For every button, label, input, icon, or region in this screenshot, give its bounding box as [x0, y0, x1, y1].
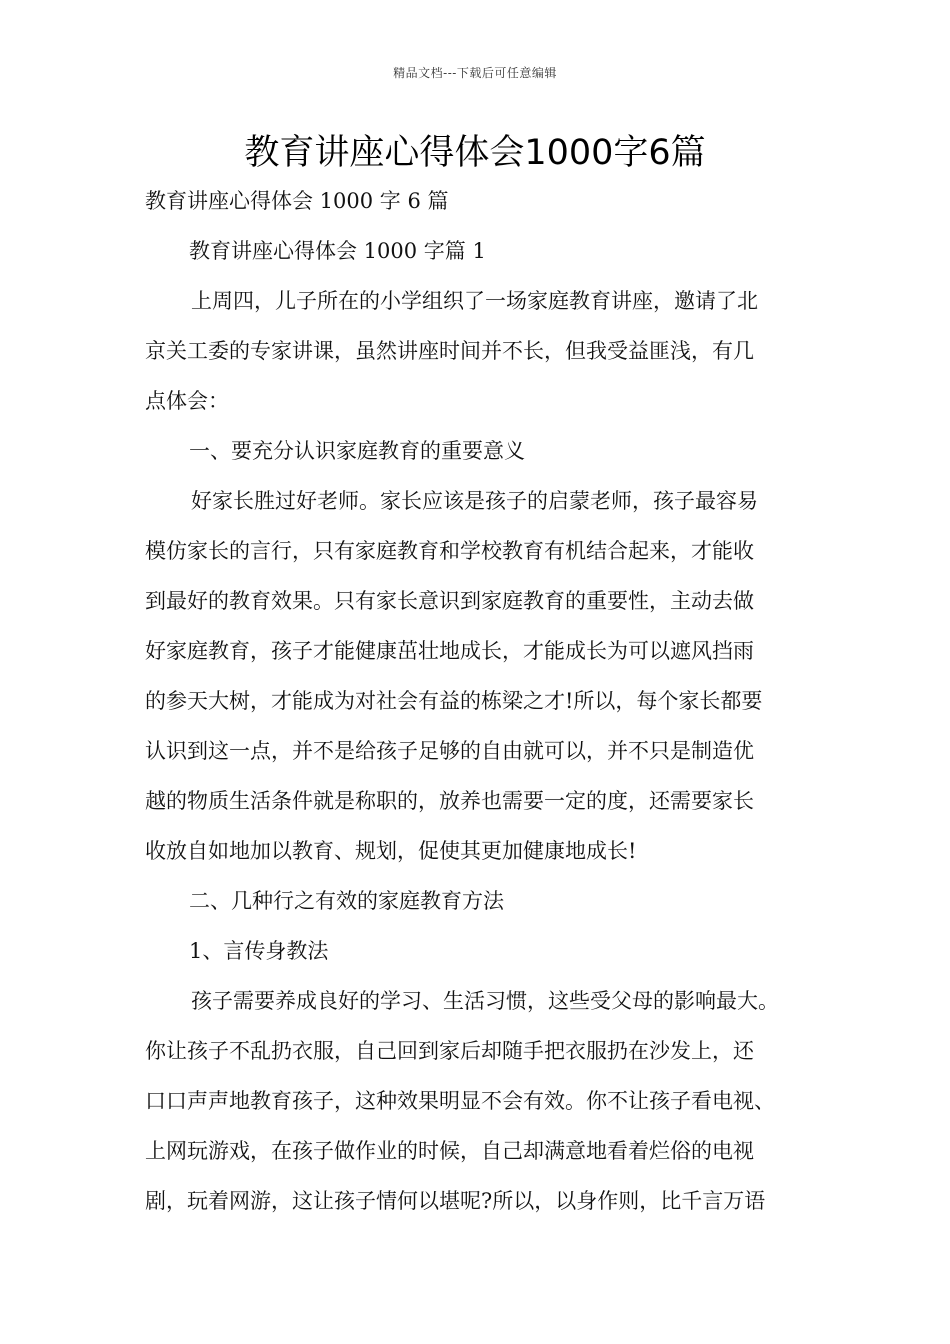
section-heading: 一、要充分认识家庭教育的重要意义	[189, 439, 525, 463]
paragraph-line: 好家庭教育，孩子才能健康茁壮地成长，才能成长为可以遮风挡雨	[145, 639, 754, 663]
paragraph-line: 模仿家长的言行，只有家庭教育和学校教育有机结合起来，才能收	[145, 539, 754, 563]
paragraph-line: 剧，玩着网游，这让孩子情何以堪呢?所以，以身作则，比千言万语	[145, 1189, 766, 1213]
paragraph-line: 上周四，儿子所在的小学组织了一场家庭教育讲座，邀请了北	[191, 289, 758, 313]
paragraph-line: 好家长胜过好老师。家长应该是孩子的启蒙老师，孩子最容易	[191, 489, 758, 513]
section-heading: 教育讲座心得体会 1000 字篇 1	[189, 239, 486, 263]
document-body	[145, 176, 810, 1226]
paragraph-line: 收放自如地加以教育、规划，促使其更加健康地成长!	[145, 839, 637, 863]
paragraph-line: 的参天大树，才能成为对社会有益的栋梁之才!所以，每个家长都要	[145, 689, 763, 713]
page-title: 教育讲座心得体会1000字6篇	[244, 133, 706, 173]
paragraph-line: 上网玩游戏，在孩子做作业的时候，自己却满意地看着烂俗的电视	[145, 1139, 754, 1163]
subtitle-line: 教育讲座心得体会 1000 字 6 篇	[145, 189, 449, 213]
section-heading: 二、几种行之有效的家庭教育方法	[189, 889, 504, 913]
paragraph-line: 京关工委的专家讲课，虽然讲座时间并不长，但我受益匪浅，有几	[145, 339, 754, 363]
paragraph-line: 认识到这一点，并不是给孩子足够的自由就可以，并不只是制造优	[145, 739, 754, 763]
paragraph-line: 点体会：	[145, 389, 229, 413]
paragraph-line: 到最好的教育效果。只有家长意识到家庭教育的重要性，主动去做	[145, 589, 754, 613]
paragraph-line: 越的物质生活条件就是称职的，放养也需要一定的度，还需要家长	[145, 789, 754, 813]
paragraph-line: 你让孩子不乱扔衣服，自己回到家后却随手把衣服扔在沙发上，还	[145, 1039, 754, 1063]
paragraph-line: 口口声声地教育孩子，这种效果明显不会有效。你不让孩子看电视、	[145, 1089, 775, 1113]
subsection-heading: 1、言传身教法	[189, 939, 329, 963]
header-note: 精品文档---下载后可任意编辑	[393, 66, 557, 80]
paragraph-line: 孩子需要养成良好的学习、生活习惯，这些受父母的影响最大。	[191, 989, 779, 1013]
